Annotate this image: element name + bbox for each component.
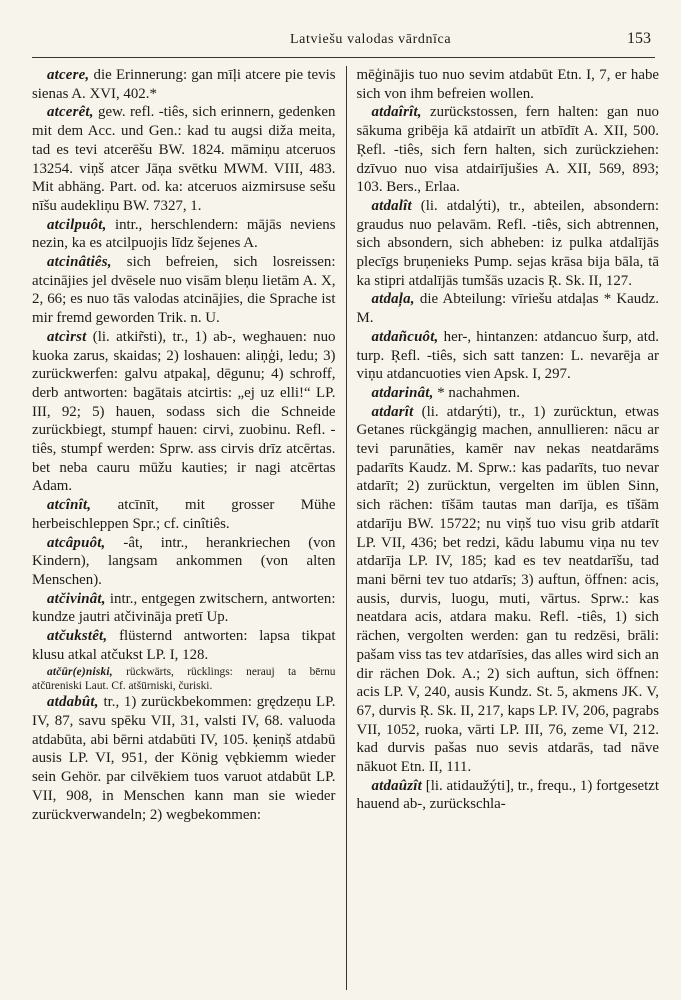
entry-text: (li. atdalýti), tr., abteilen, absondern: graudus nuo pelavām. Refl. -tiês, sich abtrennen, sich absondern, sich abheben: iz pulka atdalījās plecīgs bruņenieks Pump. sejas krāsa bija bāla, tā ka stipri atdalījās tumšās uzacis Ŗ. Sk. II, 127. [356, 197, 659, 289]
page-number: 153 [627, 30, 651, 47]
entry-text: die Abteilung: vīriešu atdaļas * Kaudz. M. [356, 291, 659, 327]
entry-text: (li. atdarýti), tr., 1) zurücktun, etwas Getanes rückgängig machen, annullieren: nācu ar tevi parunāties, kamēr nav nekas neatdarāms padarīts Kaudz. M. Sprw.: kas padarīts, tuo nevar atdarīt; 2) zurücktun, vergelten im üblen Sinn, sich rächen: tīšām tautas man darīja, es tīšām atdarīju BW. 15722; nu viņš tuo visu grib atdarīt LP. VII, 436; bet redzi, kādu labumu viņa nu tev atdarīja LP. IV, 185; kad es tev neatdarīšu, tad mani bērni tev tuo atdarīs; 3) auftun, öffnen: acis, ausis, durvis, luogu, muti, vārtus. Sprw.: kas neatdara acis, atdara maku. Refl. -tiês, 1) sich rächen, vergolten werden: gan tu redzēsi, brāli: pašam viss tas tev atdarīsies, das alles wird sich an dir rächen Dok. A.; 2) sich auftun, sich öffnen: acis LP. V, 240, ausis Kundz. St. 5, akmens JK. V, 67, durvis Ŗ. Sk. II, 217, kaps LP. IV, 206, pagrabs VII, 1052, ruoka, vārti LP. III, 76, zeme VI, 212. kad durvis pašas nuo sevis atdarās, tad nāve nākuot Etn. II, 111. [356, 403, 659, 776]
entry-text: intr., herschlendern: mājās neviens nezin, ka es atcilpuojis līdz šejenes A. [32, 216, 336, 252]
dictionary-entry [357, 777, 660, 814]
entry-headword: atcìrst [47, 328, 87, 345]
entry-text: -ât, intr., herankriechen (von Kindern), langsam ankommen (von alten Menschen). [32, 534, 336, 588]
left-column [32, 66, 346, 990]
text-columns [32, 66, 659, 990]
dictionary-entry [32, 328, 336, 496]
entry-headword: atcerêt, [47, 104, 94, 121]
entry-headword: atcilpuôt, [47, 216, 107, 233]
running-head [32, 30, 655, 52]
dictionary-entry [357, 403, 660, 777]
entry-headword: atcinâtiês, [47, 254, 112, 271]
entry-headword: atdarît [371, 403, 414, 420]
entry-headword: atčivinât, [47, 590, 106, 607]
entry-text: (li. atkir̃sti), tr., 1) ab-, weghauen: nuo kuoka zarus, skaidas; 2) loshauen: aliņģi, ledu; 3) zurückwerfen: galvu atpakaļ, dēgunu; 4) schroff, derb antworten: bagātais atcirtis: „ej uz elli!“ LP. III, 92; 5) hauen, sodass sich die Schneide zurückbiegt, stumpf hauen: cirvi, zuobinu. Refl. -tiês, stumpf werden: Sprw. ass cirvis drīz atcērtas. bet neba cauru mūžu kauties; ir nagi atcērtas Adam. [32, 328, 336, 495]
entry-text: gew. refl. -tiês, sich erinnern, gedenken mit dem Acc. und Gen.: kad tu augsi diža meita, tad es tevi atcerēšu BW. 1824. māmiņu atceruos 13254. viņš atcer Jāņa svētku MWM. VIII, 483. Mit abhäng. Part. od. ka: atceruos aizmirsuse sešu nīšu audekliņu BW. 7327, 1. [32, 104, 336, 214]
entry-text: intr., entgegen zwitschern, antworten: kundze jautri atčivināja pretī Up. [32, 590, 336, 626]
right-column [346, 66, 660, 990]
entry-headword: atcînît, [47, 497, 92, 514]
entry-headword: atdabût, [47, 694, 99, 711]
entry-headword: atdaļa, [371, 291, 415, 308]
entry-text: flüsternd antworten: lapsa tikpat klusu atkal atčukst LP. I, 128. [32, 628, 336, 663]
entry-text: tr., 1) zurückbekommen: grędzeņu LP. IV, 87, savu spēku VII, 31, valsti IV, 68. valuoda atdabūta, abi bērni atdabūti IV, 105. ķeniņš atdabū ausis LP. VI, 951, der König vębkiemm wieder sein Gehör. par cilvēkiem tuos varuot atdabūt LP. VII, 908, in Menschen kann man sie wieder zurückverwandeln; 2) wegbekommen: [32, 694, 336, 823]
dictionary-entry [32, 253, 336, 328]
dictionary-entry [357, 103, 660, 197]
running-head-title: Latviešu valodas vārdnīca [290, 32, 452, 47]
dictionary-entry [32, 693, 336, 824]
dictionary-entry [357, 328, 660, 384]
dictionary-entry [32, 590, 336, 627]
entry-headword: atdaûzît [371, 777, 422, 794]
dictionary-entry [32, 665, 336, 694]
entry-headword: atcâpuôt, [47, 534, 106, 551]
entry-headword: atdalît [371, 197, 412, 214]
dictionary-entry [357, 197, 660, 291]
dictionary-entry [32, 627, 336, 664]
entry-text: die Erinnerung: gan mīļi atcere pie tevis sienas A. XVI, 402.* [32, 67, 336, 102]
entry-text: rückwärts, rücklings: nerauj ta bērnu atčūreniski Laut. Cf. atšūrniski, čuriski. [32, 665, 336, 692]
entry-text: sich befreien, sich losreissen: atcinājies jel dvēsele nuo visām bleņu lietām A. X, 2, 66; es nuo tās valodas atcinājies, die Sprache ist mir fremd geworden Trik. n. U. [32, 254, 336, 327]
entry-text: zurückstossen, fern halten: gan nuo sākuma gribēja kā atdairīt un atbīdīt A. XII, 500. Ŗefl. -tiês, sich fern halten, sich zurückziehen: dzīvuo nuo visa atdairījušies A. XII, 569, 893; 103. Bers., Erlaa. [356, 104, 659, 196]
entry-headword: atdaîrît, [371, 104, 422, 121]
dictionary-entry [357, 290, 660, 327]
entry-text: * nachahmen. [433, 384, 520, 401]
entry-text: [li. atidaužýti], tr., frequ., 1) fortgesetzt hauend ab-, zurückschla- [356, 777, 659, 813]
entry-headword: atdañcuôt, [371, 328, 439, 345]
dictionary-entry [32, 496, 336, 533]
dictionary-entry [357, 66, 660, 103]
dictionary-entry [32, 66, 336, 103]
entry-text: atcīnīt, mit grosser Mühe herbeischleppen Spr.; cf. cinîtiês. [32, 497, 336, 532]
entry-headword: atcere, [47, 67, 90, 83]
entry-text: her-, hintanzen: atdancuo šurp, atd. turp. Ŗefl. -tiês, sich satt tanzen: L. nevarēja ar viņu atdancuoties vien Apsk. I, 297. [356, 328, 659, 383]
entry-headword: atdarinât, [371, 384, 434, 401]
dictionary-entry [32, 103, 336, 215]
dictionary-entry [32, 534, 336, 590]
entry-text: mēģinājis tuo nuo sevim atdabūt Etn. I, 7, er habe sich von ihm befreien wollen. [356, 67, 659, 102]
header-rule [32, 57, 655, 58]
entry-headword: atčukstêt, [47, 628, 108, 645]
dictionary-entry [32, 216, 336, 253]
entry-headword: atčūr(e)niski, [47, 665, 113, 678]
dictionary-entry [357, 384, 660, 403]
